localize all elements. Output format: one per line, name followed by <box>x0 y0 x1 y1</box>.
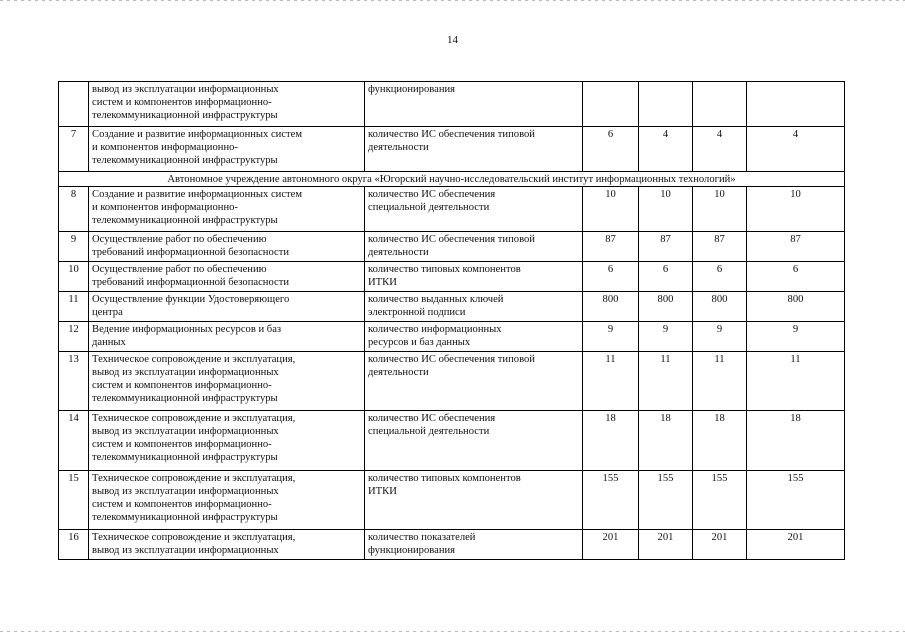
value-cell-4: 6 <box>747 262 845 292</box>
work-name-line: и компонентов информационно- <box>92 142 238 153</box>
value-cell-3: 6 <box>693 262 747 292</box>
work-name-line: Создание и развитие информационных систем <box>92 189 303 200</box>
work-name-line: систем и компонентов информационно- <box>92 380 272 391</box>
indicator-line: количество типовых компонентов <box>368 264 521 275</box>
indicator-cell <box>365 232 583 262</box>
indicator-line: электронной подписи <box>368 307 466 318</box>
indicator-line: количество типовых компонентов <box>368 473 521 484</box>
value-cell-1: 18 <box>583 411 639 471</box>
work-name-line: Осуществление работ по обеспечению <box>92 234 267 245</box>
indicator-line: количество выданных ключей <box>368 294 504 305</box>
work-name-cell <box>89 82 365 127</box>
value-cell-4: 11 <box>747 352 845 411</box>
work-name-cell <box>89 127 365 172</box>
table-row <box>59 187 845 232</box>
work-name-line: Ведение информационных ресурсов и баз <box>92 324 282 335</box>
row-number: 15 <box>59 471 89 530</box>
indicator-cell <box>365 127 583 172</box>
table-row <box>59 292 845 322</box>
value-cell-3: 4 <box>693 127 747 172</box>
work-name-line: телекоммуникационной инфраструктуры <box>92 155 278 166</box>
work-name-line: систем и компонентов информационно- <box>92 97 272 108</box>
scan-top-edge <box>0 0 905 1</box>
value-cell-3: 18 <box>693 411 747 471</box>
work-name-cell <box>89 232 365 262</box>
work-name-line: центра <box>92 307 123 318</box>
work-name-line: Осуществление работ по обеспечению <box>92 264 267 275</box>
work-name-line: данных <box>92 337 126 348</box>
work-name-cell <box>89 530 365 560</box>
work-name-line: Осуществление функции Удостоверяющего <box>92 294 290 305</box>
indicator-line: количество ИС обеспечения типовой <box>368 354 535 365</box>
section-title: Автономное учреждение автономного округа «Югорский научно-исследовательский институт информационных технологий» <box>59 172 845 187</box>
work-name-line: систем и компонентов информационно- <box>92 439 272 450</box>
table-row <box>59 322 845 352</box>
indicator-cell <box>365 82 583 127</box>
table-row <box>59 411 845 471</box>
table-row <box>59 232 845 262</box>
work-name-line: вывод из эксплуатации информационных <box>92 426 279 437</box>
page-number: 14 <box>447 34 458 46</box>
work-name-line: телекоммуникационной инфраструктуры <box>92 452 278 463</box>
indicator-line: ИТКИ <box>368 486 397 497</box>
row-number: 13 <box>59 352 89 411</box>
value-cell-2: 18 <box>639 411 693 471</box>
table-row <box>59 471 845 530</box>
work-name-cell <box>89 322 365 352</box>
indicator-line: деятельности <box>368 247 429 258</box>
value-cell-1: 87 <box>583 232 639 262</box>
indicator-line: количество ИС обеспечения типовой <box>368 234 535 245</box>
row-number: 14 <box>59 411 89 471</box>
indicator-cell <box>365 292 583 322</box>
value-cell-4: 87 <box>747 232 845 262</box>
work-name-line: вывод из эксплуатации информационных <box>92 486 279 497</box>
row-number: 8 <box>59 187 89 232</box>
value-cell-4: 800 <box>747 292 845 322</box>
value-cell-3: 11 <box>693 352 747 411</box>
indicator-cell <box>365 530 583 560</box>
scan-bottom-edge <box>0 631 905 632</box>
value-cell-4: 9 <box>747 322 845 352</box>
indicator-line: количество ИС обеспечения типовой <box>368 129 535 140</box>
value-cell-2: 4 <box>639 127 693 172</box>
value-cell-1 <box>583 82 639 127</box>
work-name-line: вывод из эксплуатации информационных <box>92 84 279 95</box>
value-cell-2: 201 <box>639 530 693 560</box>
indicator-cell <box>365 322 583 352</box>
indicator-line: количество ИС обеспечения <box>368 413 496 424</box>
value-cell-1: 11 <box>583 352 639 411</box>
work-name-line: Техническое сопровождение и эксплуатация, <box>92 413 296 424</box>
value-cell-1: 6 <box>583 262 639 292</box>
value-cell-2: 87 <box>639 232 693 262</box>
value-cell-4: 201 <box>747 530 845 560</box>
value-cell-2: 800 <box>639 292 693 322</box>
value-cell-4: 155 <box>747 471 845 530</box>
value-cell-3: 87 <box>693 232 747 262</box>
work-name-cell <box>89 262 365 292</box>
row-number <box>59 82 89 127</box>
work-name-line: телекоммуникационной инфраструктуры <box>92 512 278 523</box>
value-cell-1: 155 <box>583 471 639 530</box>
indicators-table <box>58 81 845 560</box>
value-cell-2 <box>639 82 693 127</box>
indicator-line: специальной деятельности <box>368 202 490 213</box>
table-row <box>59 530 845 560</box>
table-row <box>59 82 845 127</box>
work-name-line: требований информационной безопасности <box>92 277 290 288</box>
work-name-line: систем и компонентов информационно- <box>92 499 272 510</box>
value-cell-1: 10 <box>583 187 639 232</box>
value-cell-3: 9 <box>693 322 747 352</box>
indicator-line: функционирования <box>368 545 456 556</box>
table-row <box>59 352 845 411</box>
table-body <box>59 82 845 560</box>
work-name-cell <box>89 187 365 232</box>
work-name-line: требований информационной безопасности <box>92 247 290 258</box>
value-cell-4: 10 <box>747 187 845 232</box>
value-cell-3: 201 <box>693 530 747 560</box>
value-cell-4 <box>747 82 845 127</box>
indicator-line: ИТКИ <box>368 277 397 288</box>
indicator-line: специальной деятельности <box>368 426 490 437</box>
row-number: 7 <box>59 127 89 172</box>
indicator-cell <box>365 262 583 292</box>
indicator-cell <box>365 411 583 471</box>
table-row <box>59 127 845 172</box>
work-name-line: телекоммуникационной инфраструктуры <box>92 110 278 121</box>
value-cell-1: 800 <box>583 292 639 322</box>
table-row <box>59 262 845 292</box>
row-number: 16 <box>59 530 89 560</box>
work-name-cell <box>89 352 365 411</box>
value-cell-2: 11 <box>639 352 693 411</box>
indicator-line: ресурсов и баз данных <box>368 337 471 348</box>
section-header-row <box>59 172 845 187</box>
indicator-line: количество показателей <box>368 532 476 543</box>
work-name-cell <box>89 292 365 322</box>
value-cell-3: 10 <box>693 187 747 232</box>
indicator-line: деятельности <box>368 142 429 153</box>
indicator-cell <box>365 187 583 232</box>
row-number: 12 <box>59 322 89 352</box>
row-number: 10 <box>59 262 89 292</box>
value-cell-1: 6 <box>583 127 639 172</box>
value-cell-2: 6 <box>639 262 693 292</box>
value-cell-2: 10 <box>639 187 693 232</box>
value-cell-3 <box>693 82 747 127</box>
work-name-line: Создание и развитие информационных систем <box>92 129 303 140</box>
row-number: 9 <box>59 232 89 262</box>
work-name-line: вывод из эксплуатации информационных <box>92 545 279 556</box>
value-cell-2: 155 <box>639 471 693 530</box>
indicator-line: деятельности <box>368 367 429 378</box>
work-name-line: Техническое сопровождение и эксплуатация, <box>92 354 296 365</box>
indicator-cell <box>365 471 583 530</box>
value-cell-3: 155 <box>693 471 747 530</box>
indicator-line: функционирования <box>368 84 456 95</box>
work-name-line: телекоммуникационной инфраструктуры <box>92 393 278 404</box>
work-name-line: Техническое сопровождение и эксплуатация, <box>92 473 296 484</box>
work-name-line: Техническое сопровождение и эксплуатация, <box>92 532 296 543</box>
indicator-cell <box>365 352 583 411</box>
work-name-cell <box>89 471 365 530</box>
work-name-line: и компонентов информационно- <box>92 202 238 213</box>
value-cell-4: 4 <box>747 127 845 172</box>
work-name-cell <box>89 411 365 471</box>
value-cell-1: 9 <box>583 322 639 352</box>
work-name-line: вывод из эксплуатации информационных <box>92 367 279 378</box>
indicator-line: количество ИС обеспечения <box>368 189 496 200</box>
indicator-line: количество информационных <box>368 324 502 335</box>
work-name-line: телекоммуникационной инфраструктуры <box>92 215 278 226</box>
value-cell-2: 9 <box>639 322 693 352</box>
value-cell-4: 18 <box>747 411 845 471</box>
row-number: 11 <box>59 292 89 322</box>
value-cell-1: 201 <box>583 530 639 560</box>
value-cell-3: 800 <box>693 292 747 322</box>
